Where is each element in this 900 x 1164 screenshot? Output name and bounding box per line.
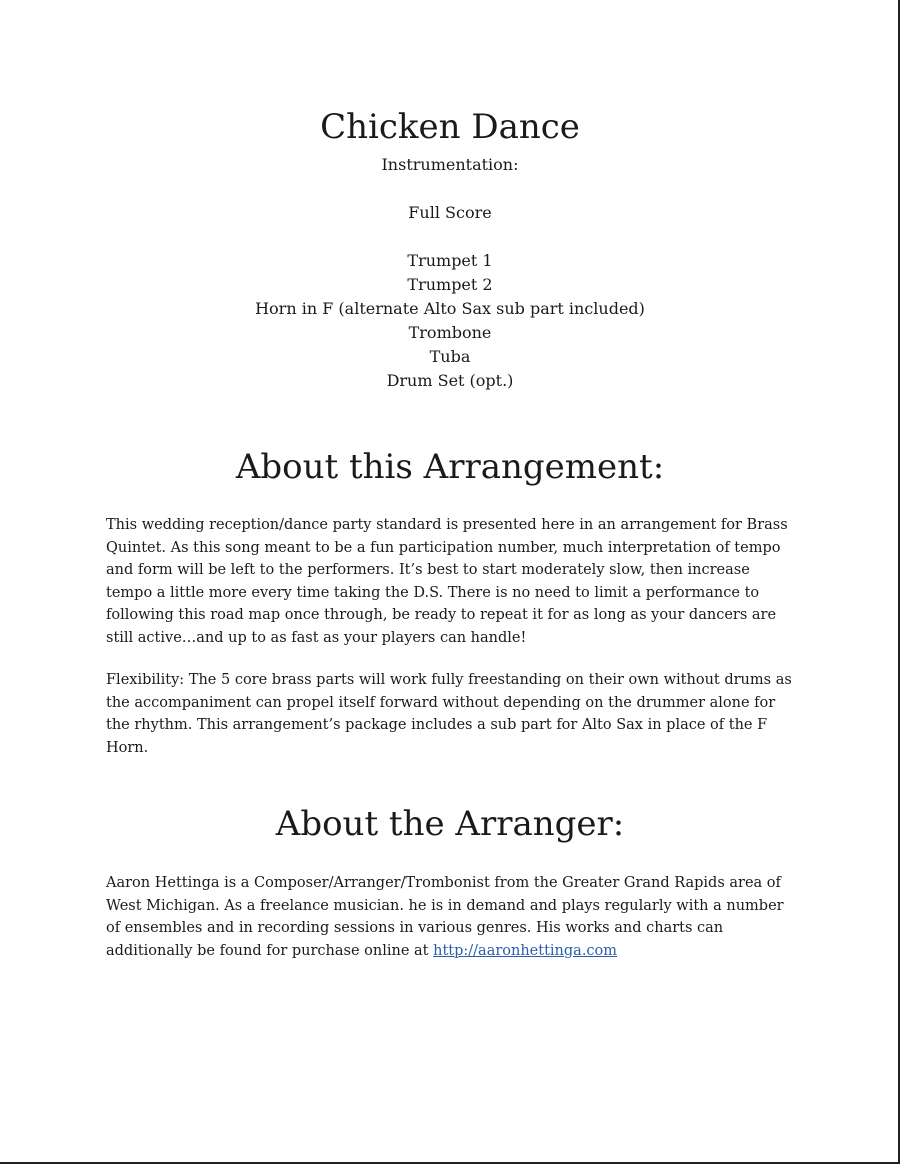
document-title: Chicken Dance — [320, 107, 580, 147]
instrument-item: Horn in F (alternate Alto Sax sub part included) — [255, 299, 645, 318]
arranger-bio-text: Aaron Hettinga is a Composer/Arranger/Trombonist from the Greater Grand Rapids area of West Michigan. As a freelance musician. he is in demand and plays regularly with a number of ensembles and in recording sessions in various genres. His works and charts can additionally be found for purchase online at — [106, 875, 784, 959]
instrument-item: Drum Set (opt.) — [386, 371, 514, 390]
about-arrangement-heading: About this Arrangement: — [235, 447, 665, 487]
instrument-item: Tuba — [429, 347, 471, 366]
instrument-item: Trumpet 1 — [407, 251, 493, 270]
arranger-website-link[interactable]: http://aaronhettinga.com — [433, 942, 618, 959]
arrangement-paragraph: This wedding reception/dance party standard is presented here in an arrangement for Brass Quintet. As this song meant to be a fun participation number, much interpretation of tempo and form will be left to the performers. It’s best to start moderately slow, then increase tempo a little more every time taking the D.S. There is no need to limit a performance to following this road map once through, be ready to repeat it for as long as your dancers are still active…and up to as fast as your players can handle! — [106, 517, 788, 646]
flexibility-paragraph: Flexibility: The 5 core brass parts will work fully freestanding on their own without drums as the accompaniment can propel itself forward without depending on the drummer alone for the rhythm. This arrangement’s package includes a sub part for Alto Sax in place of the F Horn. — [106, 672, 792, 756]
instrument-item: Trumpet 2 — [407, 275, 493, 294]
instrument-item: Trombone — [408, 323, 492, 342]
full-score-label: Full Score — [408, 203, 492, 222]
arranger-paragraph — [106, 872, 796, 962]
instrumentation-label: Instrumentation: — [381, 155, 519, 174]
about-arranger-heading: About the Arranger: — [275, 804, 625, 844]
instrument-list — [0, 249, 900, 393]
